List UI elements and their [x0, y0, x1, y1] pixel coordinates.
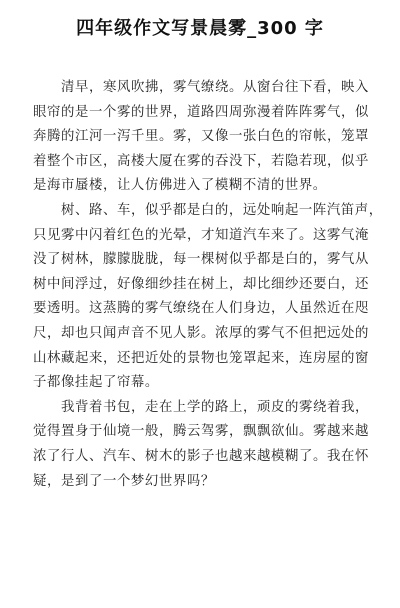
text-line: 子都像挂起了帘幕。 [33, 375, 159, 391]
text-line: 眼帘的是一个雾的世界，道路四周弥漫着阵阵雾气，似 [33, 104, 369, 120]
paragraph-1 [33, 76, 369, 199]
text-line: 我背着书包，走在上学的路上，顽皮的雾绕着我， [61, 399, 369, 415]
text-line: 着整个市区，高楼大厦在雾的吞没下，若隐若现，似乎 [33, 153, 369, 169]
text-line: 浓了行人、汽车、树木的影子也越来越模糊了。我在怀 [33, 448, 369, 464]
text-line: 清早，寒风吹拂，雾气缭绕。从窗台往下看，映入 [61, 80, 369, 95]
text-line: 山林藏起来，还把近处的景物也笼罩起来，连房屋的窗 [33, 350, 369, 366]
essay-title: 四年级作文写景晨雾_300 字 [76, 18, 324, 39]
text-line: 树、路、车，似乎都是白的，远处响起一阵汽笛声， [61, 202, 383, 218]
essay-body [33, 76, 383, 494]
text-line: 奔腾的江河一泻千里。雾，又像一张白色的帘帐，笼罩 [33, 129, 369, 145]
text-line: 觉得置身于仙境一般，腾云驾雾，飘飘欲仙。雾越来越 [33, 424, 369, 440]
text-line: 树中间浮过，好像细纱挂在树上，却比细纱还要白，还 [33, 276, 369, 292]
paragraph-2 [33, 199, 383, 396]
text-line: 尺，却也只闻声音不见人影。浓厚的雾气不但把远处的 [33, 325, 369, 341]
text-line: 是海市蜃楼，让人仿佛进入了模糊不清的世界。 [33, 178, 327, 194]
text-line: 没了树林，朦朦胧胧，每一棵树似乎都是白的，雾气从 [33, 252, 369, 268]
text-line: 要透明。这蒸腾的雾气缭绕在人们身边，人虽然近在咫 [33, 301, 369, 317]
text-line: 疑，是到了一个梦幻世界吗？ [33, 473, 215, 489]
text-line: 只见雾中闪着红色的光晕，才知道汽车来了。这雾气淹 [33, 227, 369, 243]
paragraph-3 [33, 396, 369, 494]
